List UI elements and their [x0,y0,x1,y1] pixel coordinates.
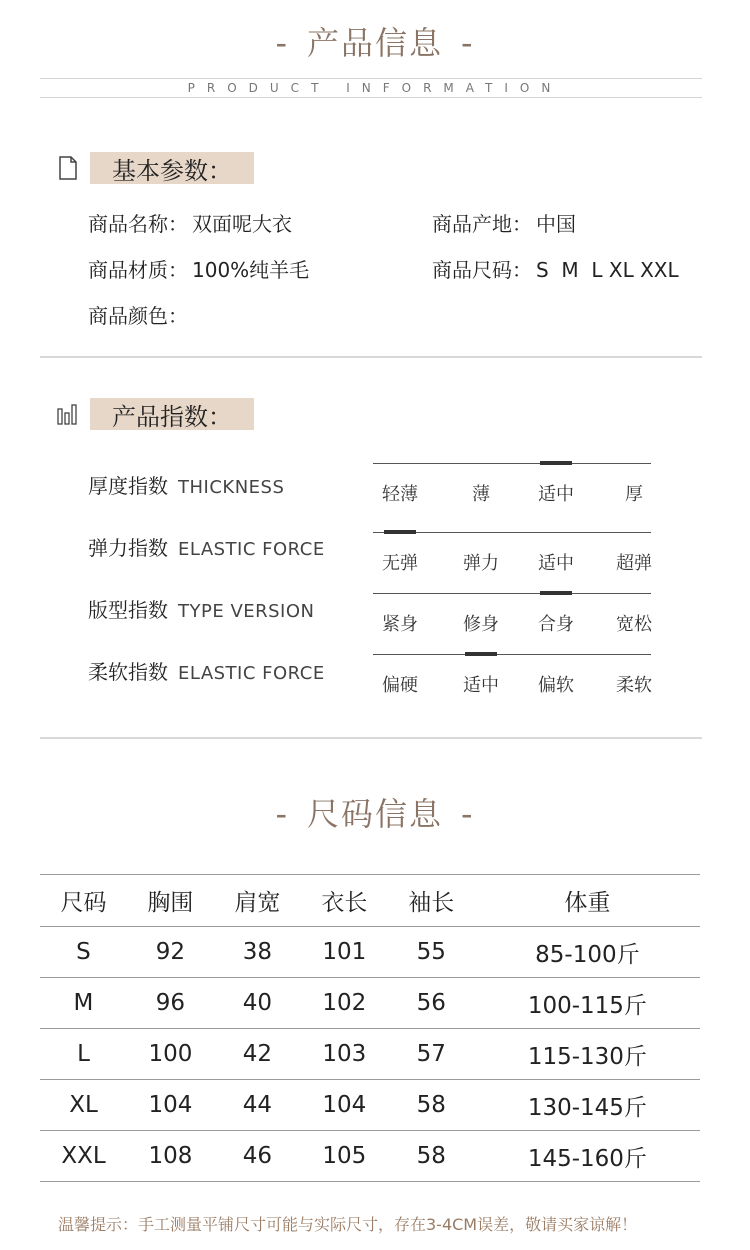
title-dash-right: - [461,795,475,833]
product-info-subtitle: PRODUCT INFORMATION [187,81,563,95]
index-label-cn: 柔软指数 [88,660,168,684]
subtitle-top-rule [40,78,702,79]
param-sizes [432,254,679,283]
index-option: 适中 [463,675,499,696]
index-option: 厚 [625,484,643,505]
product-info-title [0,18,750,64]
header-chest: 胸围 [147,890,194,916]
table-cell: 55 [416,939,446,965]
table-cell: 44 [242,1092,273,1118]
header-weight: 体重 [564,890,611,916]
index-option: 合身 [538,614,574,635]
table-cell: 101 [322,939,367,965]
scale-line [373,593,651,594]
size-info-title [0,789,750,835]
index-label-cn: 弹力指数 [88,536,168,560]
table-cell: XXL [61,1143,106,1169]
table-cell: 130-145斤 [527,1094,647,1121]
table-cell: 103 [322,1041,367,1067]
param-sizes-label: 商品尺码： [432,258,532,282]
table-cell: 92 [155,939,186,965]
index-option: 偏硬 [382,675,418,696]
param-color-label: 商品颜色： [88,304,188,328]
table-cell: XL [69,1092,98,1118]
title-dash-left: - [275,795,289,833]
product-info-title-text: 产品信息 [306,24,443,62]
table-cell: 145-160斤 [527,1145,647,1172]
index-option: 修身 [463,614,499,635]
product-index-label: 产品指数： [90,398,254,430]
index-marker [465,652,497,656]
tip-text: 温馨提示：手工测量平铺尺寸可能与实际尺寸，存在3-4CM误差，敬请买家谅解！ [58,1215,638,1234]
table-cell: 38 [242,939,273,965]
size-info-title-text: 尺码信息 [306,795,443,833]
table-cell: M [73,990,94,1016]
index-option: 宽松 [616,614,652,635]
header-sleeve: 袖长 [408,890,455,916]
table-cell: 40 [242,990,273,1016]
basic-params-label: 基本参数： [90,152,254,184]
table-cell: 105 [322,1143,367,1169]
index-label-en: ELASTIC FORCE [178,663,325,684]
param-material [88,254,309,283]
document-icon [56,155,80,181]
param-name [88,208,292,237]
scale-line [373,654,651,655]
header-shoulder: 肩宽 [234,890,281,916]
section-divider-2 [40,737,702,739]
table-cell: 57 [416,1041,446,1067]
table-cell: S [76,939,91,965]
title-dash-right: - [461,24,475,62]
index-label-en: THICKNESS [178,477,285,498]
param-sizes-value: S M L XL XXL [536,258,679,282]
index-label-thickness [88,470,284,499]
section-divider-1 [40,356,702,358]
size-table [40,874,700,1182]
size-table-header [40,875,700,927]
subtitle-bottom-rule [40,97,702,98]
table-cell: 56 [416,990,446,1016]
param-name-label: 商品名称： [88,212,188,236]
table-cell: 104 [322,1092,367,1118]
index-label-type [88,594,315,623]
table-cell: 96 [155,990,186,1016]
table-cell: 100-115斤 [527,992,647,1019]
scale-line [373,463,651,464]
table-row [40,978,700,1029]
index-option: 柔软 [616,675,652,696]
table-cell: 115-130斤 [527,1043,647,1070]
index-label-en: ELASTIC FORCE [178,539,325,560]
param-material-value: 100%纯羊毛 [192,258,310,282]
table-row [40,1080,700,1131]
basic-params-heading [56,151,254,185]
table-row [40,1029,700,1080]
index-marker [384,530,416,534]
index-option: 适中 [538,484,574,505]
header-length: 衣长 [321,890,368,916]
param-origin-label: 商品产地： [432,212,532,236]
table-cell: 46 [242,1143,273,1169]
index-marker [540,591,572,595]
product-index-heading [56,397,254,431]
table-cell: 42 [242,1041,273,1067]
index-label-elastic [88,532,325,561]
index-label-cn: 厚度指数 [88,474,168,498]
bar-chart-icon [56,401,80,427]
index-option: 轻薄 [382,484,418,505]
index-option: 弹力 [463,553,499,574]
index-option: 超弹 [616,553,652,574]
table-row [40,927,700,978]
table-cell: 58 [416,1092,446,1118]
index-label-cn: 版型指数 [88,598,168,622]
param-color [88,300,192,329]
index-option: 薄 [472,484,490,505]
index-marker [540,461,572,465]
index-option: 紧身 [382,614,418,635]
table-cell: 85-100斤 [535,941,640,968]
index-label-en: TYPE VERSION [178,601,315,622]
table-cell: 100 [148,1041,193,1067]
table-cell: 108 [148,1143,193,1169]
table-cell: 102 [322,990,367,1016]
param-material-label: 商品材质： [88,258,188,282]
param-name-value: 双面呢大衣 [192,212,292,236]
table-row [40,1131,700,1182]
param-origin-value: 中国 [536,212,576,236]
table-cell: 104 [148,1092,193,1118]
param-origin [432,208,576,237]
title-dash-left: - [275,24,289,62]
index-option: 偏软 [538,675,574,696]
table-cell: 58 [416,1143,446,1169]
header-size: 尺码 [60,890,107,916]
index-label-soft [88,656,325,685]
index-option: 适中 [538,553,574,574]
index-option: 无弹 [382,553,418,574]
table-cell: L [77,1041,90,1067]
